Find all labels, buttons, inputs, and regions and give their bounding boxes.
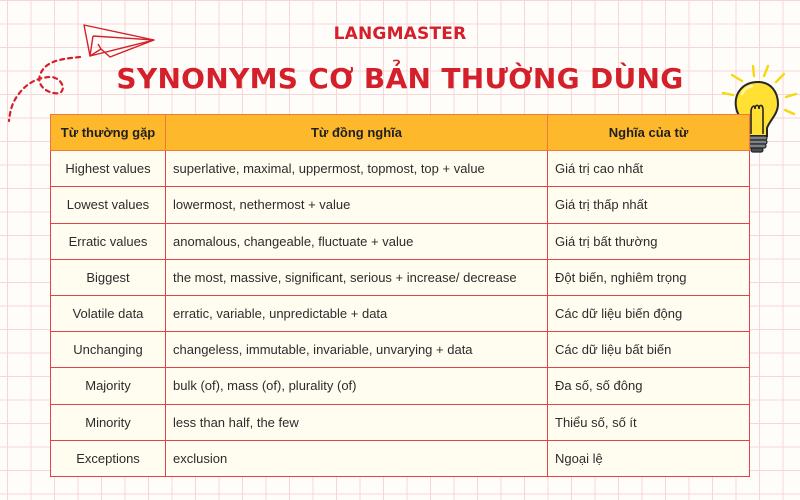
synonyms-cell: lowermost, nethermost + value [166, 187, 548, 223]
column-header-synonyms: Từ đồng nghĩa [166, 115, 548, 151]
common-word-cell: Biggest [51, 259, 166, 295]
table-row [51, 295, 750, 331]
table-row [51, 332, 750, 368]
meaning-cell: Các dữ liệu bất biến [548, 332, 750, 368]
table-row [51, 151, 750, 187]
common-word-cell: Majority [51, 368, 166, 404]
common-word-cell: Exceptions [51, 440, 166, 476]
synonyms-table [50, 114, 750, 477]
table-row [51, 223, 750, 259]
table-row [51, 187, 750, 223]
meaning-cell: Ngoại lệ [548, 440, 750, 476]
common-word-cell: Erratic values [51, 223, 166, 259]
synonyms-cell: less than half, the few [166, 404, 548, 440]
meaning-cell: Đa số, số đông [548, 368, 750, 404]
synonyms-cell: bulk (of), mass (of), plurality (of) [166, 368, 548, 404]
common-word-cell: Lowest values [51, 187, 166, 223]
meaning-cell: Thiểu số, số ít [548, 404, 750, 440]
common-word-cell: Highest values [51, 151, 166, 187]
meaning-cell: Giá trị cao nhất [548, 151, 750, 187]
common-word-cell: Minority [51, 404, 166, 440]
synonyms-cell: superlative, maximal, uppermost, topmost, top + value [166, 151, 548, 187]
synonyms-cell: exclusion [166, 440, 548, 476]
page-title: SYNONYMS CƠ BẢN THƯỜNG DÙNG [116, 62, 684, 95]
table-row [51, 440, 750, 476]
common-word-cell: Volatile data [51, 295, 166, 331]
meaning-cell: Giá trị thấp nhất [548, 187, 750, 223]
table-row [51, 368, 750, 404]
meaning-cell: Đột biến, nghiêm trọng [548, 259, 750, 295]
synonyms-cell: the most, massive, significant, serious + increase/ decrease [166, 259, 548, 295]
table-row [51, 404, 750, 440]
synonyms-cell: erratic, variable, unpredictable + data [166, 295, 548, 331]
brand-logo: LANGMASTER [333, 24, 467, 44]
meaning-cell: Giá trị bất thường [548, 223, 750, 259]
column-header-common-word: Từ thường gặp [51, 115, 166, 151]
table-header-row [51, 115, 750, 151]
synonyms-cell: anomalous, changeable, fluctuate + value [166, 223, 548, 259]
table-row [51, 259, 750, 295]
synonyms-cell: changeless, immutable, invariable, unvarying + data [166, 332, 548, 368]
meaning-cell: Các dữ liệu biến động [548, 295, 750, 331]
column-header-meaning: Nghĩa của từ [548, 115, 750, 151]
common-word-cell: Unchanging [51, 332, 166, 368]
